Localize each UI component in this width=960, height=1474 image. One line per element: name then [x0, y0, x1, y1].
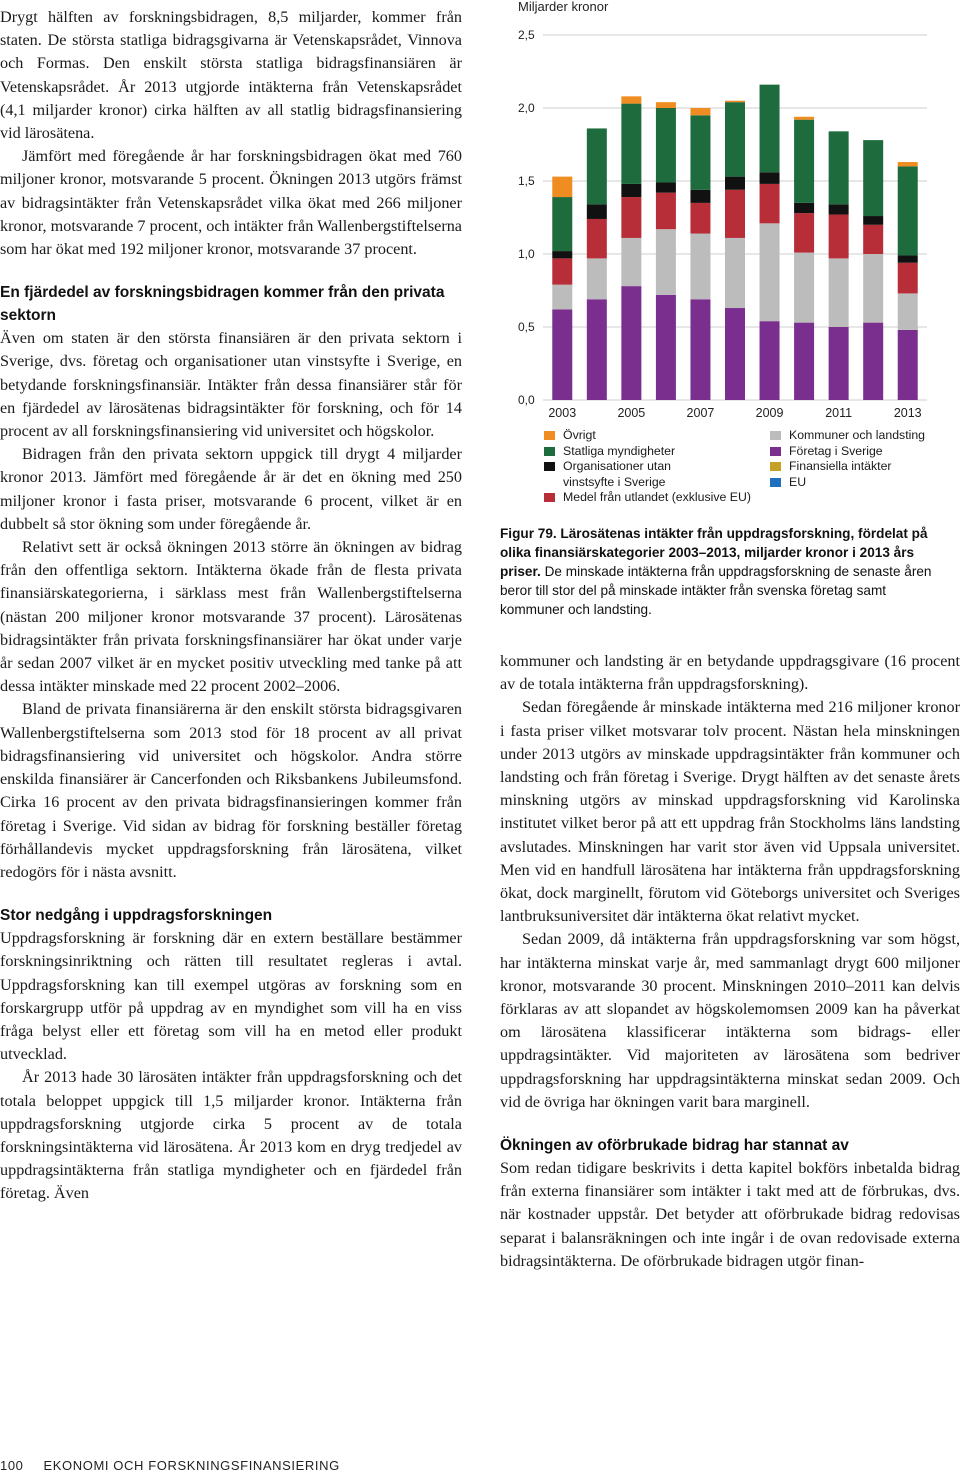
bar-segment [794, 253, 814, 323]
bar-segment [794, 203, 814, 213]
bar-segment [829, 131, 849, 204]
paragraph: Jämfört med föregående år har forskningsbidragen ökat med 760 miljoner kronor, motsvarande 5 procent. Ökningen 2013 utgörs främst av bidragsintäkter från Vetenskapsrådet vilka ökat med 266 miljoner kronor, motsvarande 7 procent, och intäkter från Wallenbergstiftelserna som har ökat med 192 miljoner kronor, motsvarande 37 procent. [0, 147, 462, 259]
bar-segment [829, 327, 849, 400]
right-column [500, 650, 960, 1273]
legend-label: Finansiella intäkter [789, 459, 892, 473]
y-tick-label: 2,5 [518, 28, 535, 42]
legend-label: Medel från utlandet (exklusive EU) [563, 490, 751, 504]
bar-segment [760, 85, 780, 173]
x-tick-label: 2013 [893, 406, 922, 420]
paragraph: Sedan 2009, då intäkterna från uppdragsforskning var som högst, har intäkterna minskat varje år, med sammanlagt drygt 600 miljoner kronor, motsvarande 30 procent. Minskningen 2010–2011 kan delvis förklaras av att slopandet av högskolemomsen 2009 kan ha påverkat om lärosätena klassificerar intäkterna som bidrags- eller uppdragsintäkter. Vid majoriteten av lärosätena som bedriver uppdragsforskning har uppdragsintäkterna minskat sedan 2009. Och vid de övriga har ökningen varit bara marginell. [500, 930, 960, 1111]
bar-segment [552, 197, 572, 251]
bar-segment [552, 285, 572, 310]
legend-item [770, 475, 806, 491]
bar-segment [587, 219, 607, 258]
y-tick-label: 0,0 [518, 393, 535, 407]
bar-segment [725, 177, 745, 190]
bar-segment [690, 108, 710, 115]
bar-segment [656, 229, 676, 295]
x-tick-label: 2011 [825, 406, 853, 420]
figure-caption-title: Figur 79. Lärosätenas intäkter från uppdragsforskning, fördelat på olika finansiärskategorier 2003–2013, miljarder kronor i 2013 års priser. [500, 526, 928, 579]
legend-item [544, 490, 751, 506]
bar-segment [725, 190, 745, 238]
bar-segment [725, 238, 745, 308]
legend-item [544, 444, 675, 460]
legend-swatch [544, 431, 555, 440]
legend-swatch [770, 431, 781, 440]
bar-segment [725, 102, 745, 176]
paragraph: Även om staten är den största finansiären är den privata sektorn i Sverige, dvs. företag och organisationer utan vinstsyfte i Sverige, en betydande forskningsfinansiär. Intäkter från dessa finansiärer står för en fjärdedel av lärosätenas bidragsintäkter för forskning, och för 14 procent av all forskningsfinansiering vid universitet och högskolor. [0, 329, 462, 441]
bar-segment [725, 101, 745, 102]
legend-swatch [544, 447, 555, 456]
figure-caption-text: De minskade intäkterna från uppdragsforskning de senaste åren beror till stor del på minskade intäkter från svenska företag samt kommuner och landsting. [500, 564, 932, 617]
section-heading: Stor nedgång i uppdragsforskningen [0, 907, 273, 925]
bar-segment [621, 104, 641, 184]
bar-segment [829, 258, 849, 327]
bar-segment [656, 102, 676, 108]
y-tick-label: 0,5 [518, 320, 535, 334]
bar-segment [794, 213, 814, 252]
x-tick-label: 2003 [548, 406, 577, 420]
x-tick-label: 2007 [686, 406, 715, 420]
y-tick-label: 1,0 [518, 247, 535, 261]
section-heading: Ökningen av oförbrukade bidrag har stannat av [500, 1137, 849, 1155]
bar-segment [587, 128, 607, 204]
bar-segment [621, 238, 641, 286]
bar-segment [725, 308, 745, 400]
y-tick-label: 2,0 [518, 101, 535, 115]
paragraph: Sedan föregående år minskade intäkterna med 216 miljoner kronor i fasta priser vilket motsvarar tolv procent. Nästan hela minskningen under 2013 utgörs av minskade uppdragsintäkter från kommuner och landsting och från företag i Sverige. Drygt hälften av det senaste årets minskning utgörs av minskad uppdragsforskning vid Karolinska institutet vilket beror på att ett uppdrag från Stockholms läns landsting avslutades. Minskningen har varit stor även vid Uppsala universitet. Men vid en handfull lärosätena har intäkterna från uppdragsforskning ökat, dock marginellt, förutom vid Göteborgs universitet och Sveriges lantbruksuniversitet där intäkterna ökat relativt mycket. [500, 698, 960, 926]
paragraph: Bland de privata finansiärerna är den enskilt största bidragsgivaren Wallenbergstiftelserna som 2013 stod för 18 procent av all privat bidragsfinansiering vid universitet och högskolor. Andra större enskilda finansiärer är Cancerfonden och Riksbankens Jubileumsfond. Cirka 16 procent av den privata bidragsfinansieringen kommer från företag i Sverige. Vid sidan av bidrag för forskning beställer företag förhållandevis mycket uppdragsforskning från lärosätena, vilket redogörs för i nästa avsnitt. [0, 700, 462, 881]
bar-segment [690, 234, 710, 300]
bar-segment [621, 184, 641, 197]
bar-segment [552, 309, 572, 400]
y-axis-title: Miljarder kronor [518, 0, 609, 14]
legend-label: EU [789, 474, 807, 489]
bar-segment [829, 215, 849, 259]
bar-segment [898, 166, 918, 255]
legend-label: Organisationer utan [563, 459, 672, 473]
page-number: 100 [0, 1458, 24, 1473]
bar-segment [863, 225, 883, 254]
figure-caption [500, 524, 950, 619]
x-tick-label: 2009 [755, 406, 784, 420]
bar-segment [863, 216, 883, 225]
bar-segment [794, 323, 814, 400]
bar-segment [863, 140, 883, 216]
bar-segment [898, 263, 918, 294]
bar-segment [898, 255, 918, 262]
section-heading: En fjärdedel av forskningsbidragen kommer från den privata sektorn [0, 284, 445, 325]
bar-segment [760, 184, 780, 223]
bar-segment [656, 193, 676, 230]
legend-item [544, 428, 596, 444]
bar-segment [552, 177, 572, 197]
bar-segment [690, 203, 710, 234]
bar-segment [621, 286, 641, 400]
bar-segment [794, 117, 814, 120]
bar-segment [863, 254, 883, 323]
bar-segment [656, 108, 676, 182]
bar-segment [552, 258, 572, 284]
legend-item [770, 444, 883, 460]
page-footer [0, 1458, 500, 1473]
chart-svg [500, 0, 960, 430]
bar-segment [690, 115, 710, 189]
paragraph: Relativt sett är också ökningen 2013 större än ökningen av bidrag från den offentliga sektorn. Intäkterna ökade från de flesta privata finansiärskategorierna, i särklass mest från Wallenbergstiftelserna (nästan 200 miljoner kronor motsvarande 37 procent). Lärosätenas bidragsintäkter från privata forskningsfinansiärer har ökat under varje år sedan 2007 vilket är en mycket positiv utveckling med tanke på att dessa intäkter minskade med 22 procent 2002–2006. [0, 538, 462, 696]
paragraph: Drygt hälften av forskningsbidragen, 8,5 miljarder, kommer från staten. De största statliga bidragsgivarna är Vetenskapsrådet, Vinnova och Formas. Den enskilt största statliga bidragsfinansiären är Vetenskapsrådet. År 2013 utgjorde intäkterna från Vetenskapsrådet (4,1 miljarder kronor) cirka hälften av all statlig bidragsfinansiering vid lärosätena. [0, 8, 462, 143]
legend-item [544, 459, 671, 490]
bar-segment [760, 321, 780, 400]
running-title: EKONOMI OCH FORSKNINGSFINANSIERING [43, 1458, 340, 1473]
legend-item [770, 428, 925, 444]
bar-segment [760, 223, 780, 321]
left-column [0, 6, 462, 1206]
legend-label: vinstsyfte i Sverige [563, 474, 666, 489]
bar-segment [587, 204, 607, 219]
bar-segment [863, 323, 883, 400]
legend-swatch [544, 493, 555, 502]
bar-segment [621, 197, 641, 238]
paragraph: Bidragen från den privata sektorn uppgick till drygt 4 miljarder kronor 2013. Jämfört med föregående år är det en ökning med 250 miljoner kronor i fasta priser, motsvarande 6 procent, vilket är en dubbelt så stor ökning som under föregående år. [0, 445, 462, 533]
paragraph: År 2013 hade 30 lärosäten intäkter från uppdragsforskning och det totala beloppet uppgick till 1,5 miljarder kronor. Intäkterna från uppdragsforskning utgjorde cirka 5 procent av de totala forskningsintäkterna vid lärosätena. År 2013 kom en dryg tredjedel av uppdragsintäkterna från statliga myndigheter och en fjärdedel från företag. Även [0, 1068, 462, 1203]
legend-swatch [770, 478, 781, 487]
y-tick-label: 1,5 [518, 174, 535, 188]
bar-segment [587, 299, 607, 400]
paragraph: kommuner och landsting är en betydande uppdragsgivare (16 procent av de totala intäkterna från uppdragsforskning). [500, 652, 960, 694]
chart-legend [544, 428, 960, 510]
paragraph: Som redan tidigare beskrivits i detta kapitel bokförs inbetalda bidrag från externa finansiärer som intäkter i takt med att de förbrukas, dvs. när kostnader uppstår. Det betyder att oförbrukade bidrag redovisas separat i balansräkningen och inte ingår i de ovan redovisade externa bidragsintäkterna. De oförbrukade bidragen utgör finan- [500, 1159, 960, 1270]
legend-swatch [770, 462, 781, 471]
legend-label: Företag i Sverige [789, 443, 883, 458]
bar-segment [794, 120, 814, 203]
legend-label: Kommuner och landsting [789, 428, 926, 442]
legend-swatch [544, 462, 555, 471]
bar-segment [656, 182, 676, 192]
bar-segment [587, 258, 607, 299]
bar-segment [621, 96, 641, 103]
legend-swatch [770, 447, 781, 456]
legend-label: Statliga myndigheter [563, 443, 676, 458]
bar-segment [760, 172, 780, 184]
bar-segment [898, 162, 918, 166]
bar-segment [829, 204, 849, 214]
bar-segment [656, 295, 676, 400]
bar-segment [898, 330, 918, 400]
x-tick-label: 2005 [617, 406, 646, 420]
paragraph: Uppdragsforskning är forskning där en extern beställare bestämmer forskningsinriktning och rätten till resultatet regleras i avtal. Uppdragsforskning kan till exempel utgöras av forskning som en forskargrupp utför på uppdrag av en myndighet som vill ha en viss fråga belyst eller ett företag som vill ha en metod eller produkt utvecklad. [0, 929, 462, 1064]
bar-segment [552, 251, 572, 258]
bar-segment [690, 299, 710, 400]
bar-segment [898, 293, 918, 330]
legend-item [770, 459, 892, 475]
legend-label: Övrigt [563, 428, 596, 442]
bar-segment [690, 190, 710, 203]
